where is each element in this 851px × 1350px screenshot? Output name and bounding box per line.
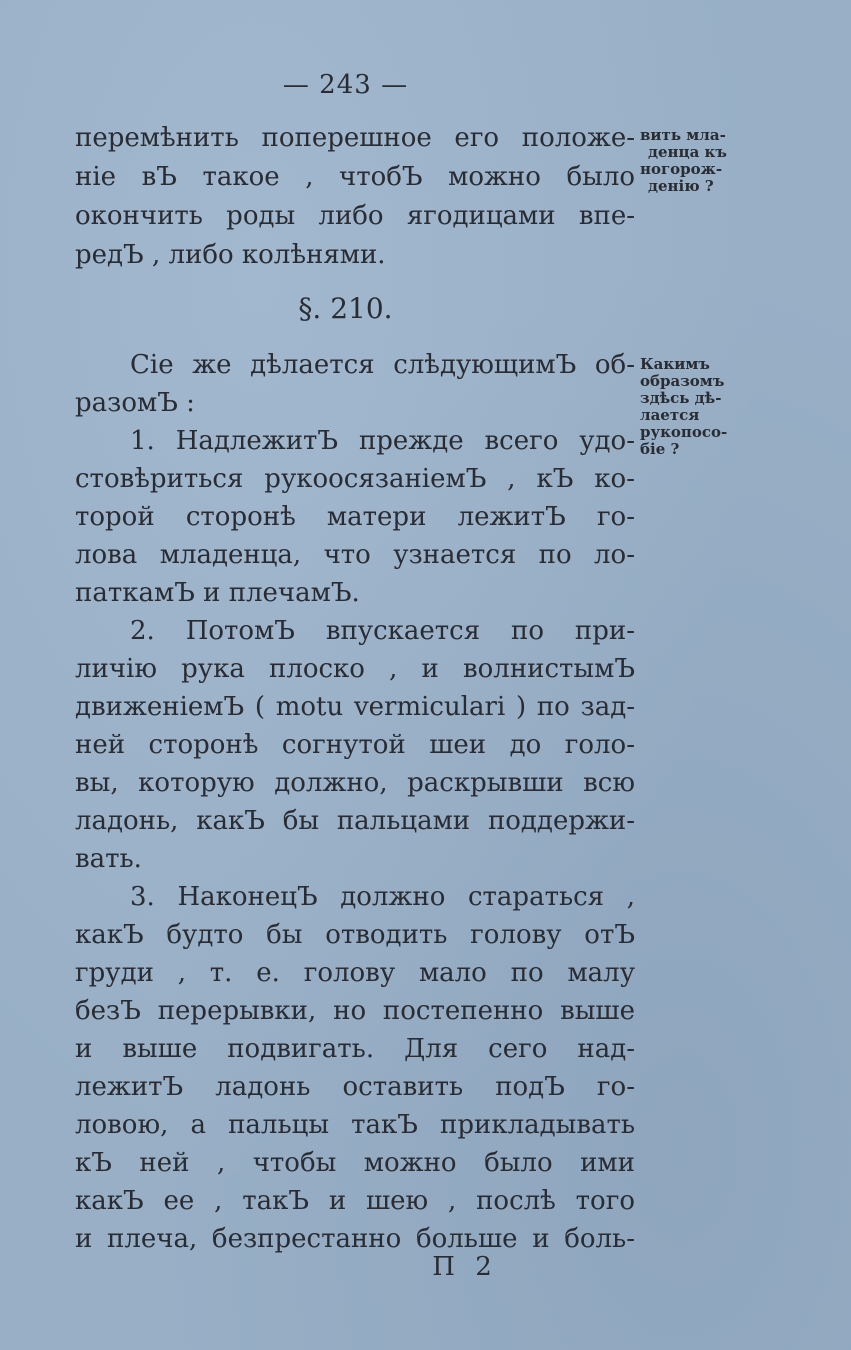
text-line: окончить роды либо ягодицами впе- bbox=[75, 201, 635, 231]
margin-note-line: рукопосо- bbox=[640, 423, 728, 441]
text-line: ней сторонѣ согнутой шеи до голо- bbox=[75, 730, 635, 760]
text-line: личію рука плоско , и волнистымЪ bbox=[75, 654, 635, 684]
margin-note-line: денца къ bbox=[648, 143, 727, 161]
text-line: ніе вЪ такое , чтобЪ можно было bbox=[75, 162, 635, 192]
text-line: безЪ перерывки, но постепенно выше bbox=[75, 996, 635, 1026]
margin-note bbox=[640, 127, 760, 195]
text-line: движеніемЪ ( motu vermiculari ) по зад- bbox=[75, 692, 635, 722]
text-line: разомЪ : bbox=[75, 388, 195, 418]
text-line: ловою, а пальцы такЪ прикладывать bbox=[75, 1110, 635, 1140]
text-line: паткамЪ и плечамЪ. bbox=[75, 578, 360, 608]
margin-note-line: денію ? bbox=[648, 177, 714, 195]
text-line: кЪ ней , чтобы можно было ими bbox=[75, 1148, 635, 1178]
text-line: редЪ , либо колѣнями. bbox=[75, 240, 386, 270]
margin-note-line: лается bbox=[640, 406, 700, 424]
page-number: — 243 — bbox=[282, 70, 409, 100]
text-line: 1. НадлежитЪ прежде всего удо- bbox=[130, 426, 635, 456]
section-heading: §. 210. bbox=[298, 292, 393, 325]
text-line: вы, которую должно, раскрывши всю bbox=[75, 768, 635, 798]
text-line: и плеча, безпрестанно больше и боль- bbox=[75, 1224, 635, 1254]
text-line: стовѣриться рукоосязаніемЪ , кЪ ко- bbox=[75, 464, 635, 494]
text-line: перемѣнить поперешное его положе- bbox=[75, 123, 635, 153]
signature-mark: П 2 bbox=[432, 1252, 498, 1282]
margin-note bbox=[640, 356, 760, 458]
margin-note-line: вить мла- bbox=[640, 126, 726, 144]
margin-note-line: Какимъ bbox=[640, 355, 710, 373]
text-line: ладонь, какЪ бы пальцами поддержи- bbox=[75, 806, 635, 836]
text-line: 3. НаконецЪ должно стараться , bbox=[130, 882, 635, 912]
text-line: и выше подвигать. Для сего над- bbox=[75, 1034, 635, 1064]
text-line: какЪ будто бы отводить голову отЪ bbox=[75, 920, 635, 950]
text-line: 2. ПотомЪ впускается по при- bbox=[130, 616, 635, 646]
text-line: вать. bbox=[75, 844, 142, 874]
text-line: груди , т. е. голову мало по малу bbox=[75, 958, 635, 988]
margin-note-line: здѣсь дѣ- bbox=[640, 389, 722, 407]
text-line: лова младенца, что узнается по ло- bbox=[75, 540, 635, 570]
margin-note-line: ногорож- bbox=[640, 160, 723, 178]
text-line: лежитЪ ладонь оставить подЪ го- bbox=[75, 1072, 635, 1102]
text-line: Сіе же дѣлается слѣдующимЪ об- bbox=[130, 350, 635, 380]
text-line: торой сторонѣ матери лежитЪ го- bbox=[75, 502, 635, 532]
margin-note-line: образомъ bbox=[640, 372, 725, 390]
margin-note-line: біе ? bbox=[640, 440, 680, 458]
text-line: какЪ ее , такЪ и шею , послѣ того bbox=[75, 1186, 635, 1216]
